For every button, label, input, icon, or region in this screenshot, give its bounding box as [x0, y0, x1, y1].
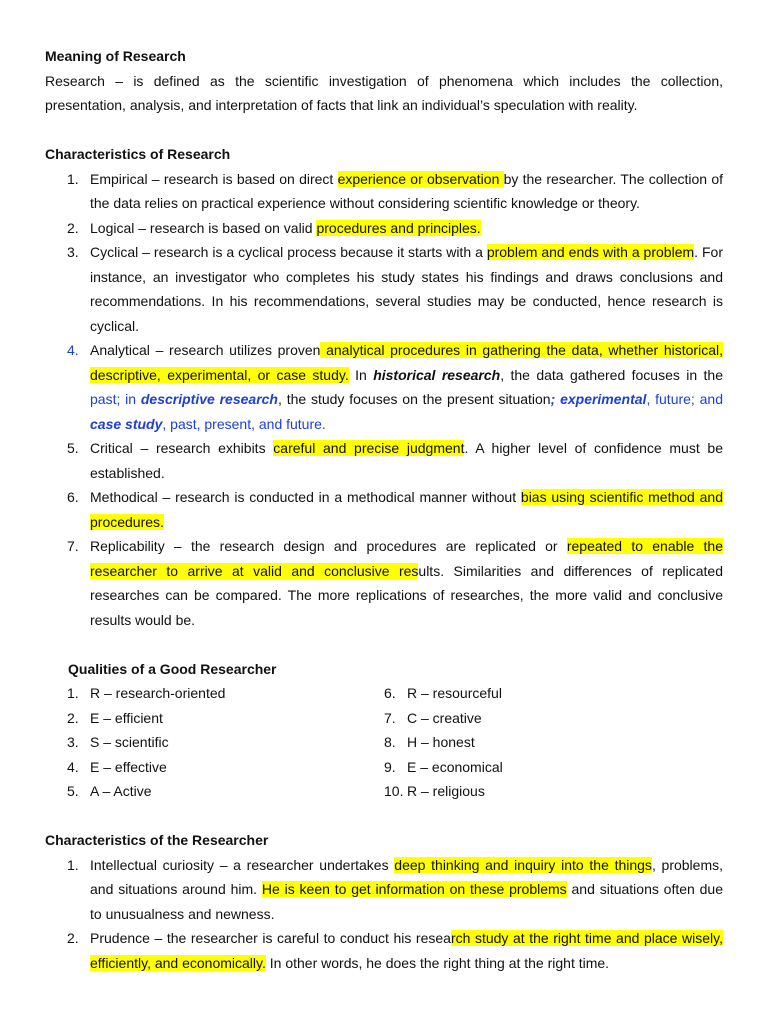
- list-item: 8. H – honest: [384, 734, 475, 750]
- meaning-body: Research – is defined as the scientific investigation of phenomena which includes the collection, presentation, analysis, and interpretation of facts that link an individual’s speculation with reality.: [45, 72, 723, 113]
- qualities-right-list: [384, 681, 723, 804]
- meaning-heading: Meaning of Research: [45, 48, 186, 64]
- list-item: 9. E – economical: [384, 758, 503, 775]
- qualities-left-list: [45, 681, 384, 804]
- list-item: 2. Logical – research is based on valid procedures and principles.: [67, 219, 481, 236]
- qualities-heading: Qualities of a Good Researcher: [68, 660, 277, 677]
- list-item: 1. R – research-oriented: [67, 685, 226, 701]
- list-item: 5. A – Active: [67, 783, 152, 799]
- researcher-list: [45, 853, 723, 976]
- researcher-heading: Characteristics of the Researcher: [45, 832, 269, 848]
- list-item: 2. E – efficient: [67, 709, 163, 726]
- list-item: 7. Replicability – the research design and procedures are replicated or repeated to enable the researcher to arrive at valid and conclusive results. Similarities and differences of replicated researches can be compared. The more replications of researches, the more valid and conclusive results would be.: [67, 538, 723, 628]
- qualities-columns: [45, 681, 723, 804]
- list-item: 3. S – scientific: [67, 734, 169, 750]
- list-item: 7. C – creative: [384, 709, 482, 726]
- list-item: 5. Critical – research exhibits careful and precise judgment. A higher level of confidence must be established.: [67, 440, 724, 481]
- characteristics-heading: Characteristics of Research: [45, 146, 231, 162]
- list-item: 4. E – effective: [67, 758, 167, 775]
- list-item: 10. R – religious: [384, 783, 485, 799]
- list-item: 6. Methodical – research is conducted in a methodical manner without bias using scientific method and procedures.: [67, 489, 723, 530]
- list-item: 4. Analytical – research utilizes proven analytical procedures in gathering the data, whether historical, descriptive, experimental, or case study. In historical research, the data gathered focuses in the past; in descriptive research, the study focuses on the present situation; experimental, future; and case study, past, present, and future.: [67, 342, 723, 432]
- characteristics-list: [45, 167, 723, 633]
- list-item: 1. Empirical – research is based on direct experience or observation by the researcher. The collection of the data relies on practical experience without considering scientific knowledge or theory.: [67, 170, 723, 211]
- list-item: 6. R – resourceful: [384, 685, 502, 701]
- list-item: 1. Intellectual curiosity – a researcher undertakes deep thinking and inquiry into the things, problems, and situations around him. He is keen to get information on these problems and situations often due to unusualness and newness.: [67, 856, 724, 922]
- list-item: 2. Prudence – the researcher is careful to conduct his research study at the right time and place wisely, efficiently, and economically. In other words, he does the right thing at the right time.: [67, 930, 723, 971]
- list-item: 3. Cyclical – research is a cyclical process because it starts with a problem and ends with a problem. For instance, an investigator who completes his study states his findings and draws conclusions and recommendations. In his recommendations, several studies may be conducted, hence research is cyclical.: [67, 244, 723, 334]
